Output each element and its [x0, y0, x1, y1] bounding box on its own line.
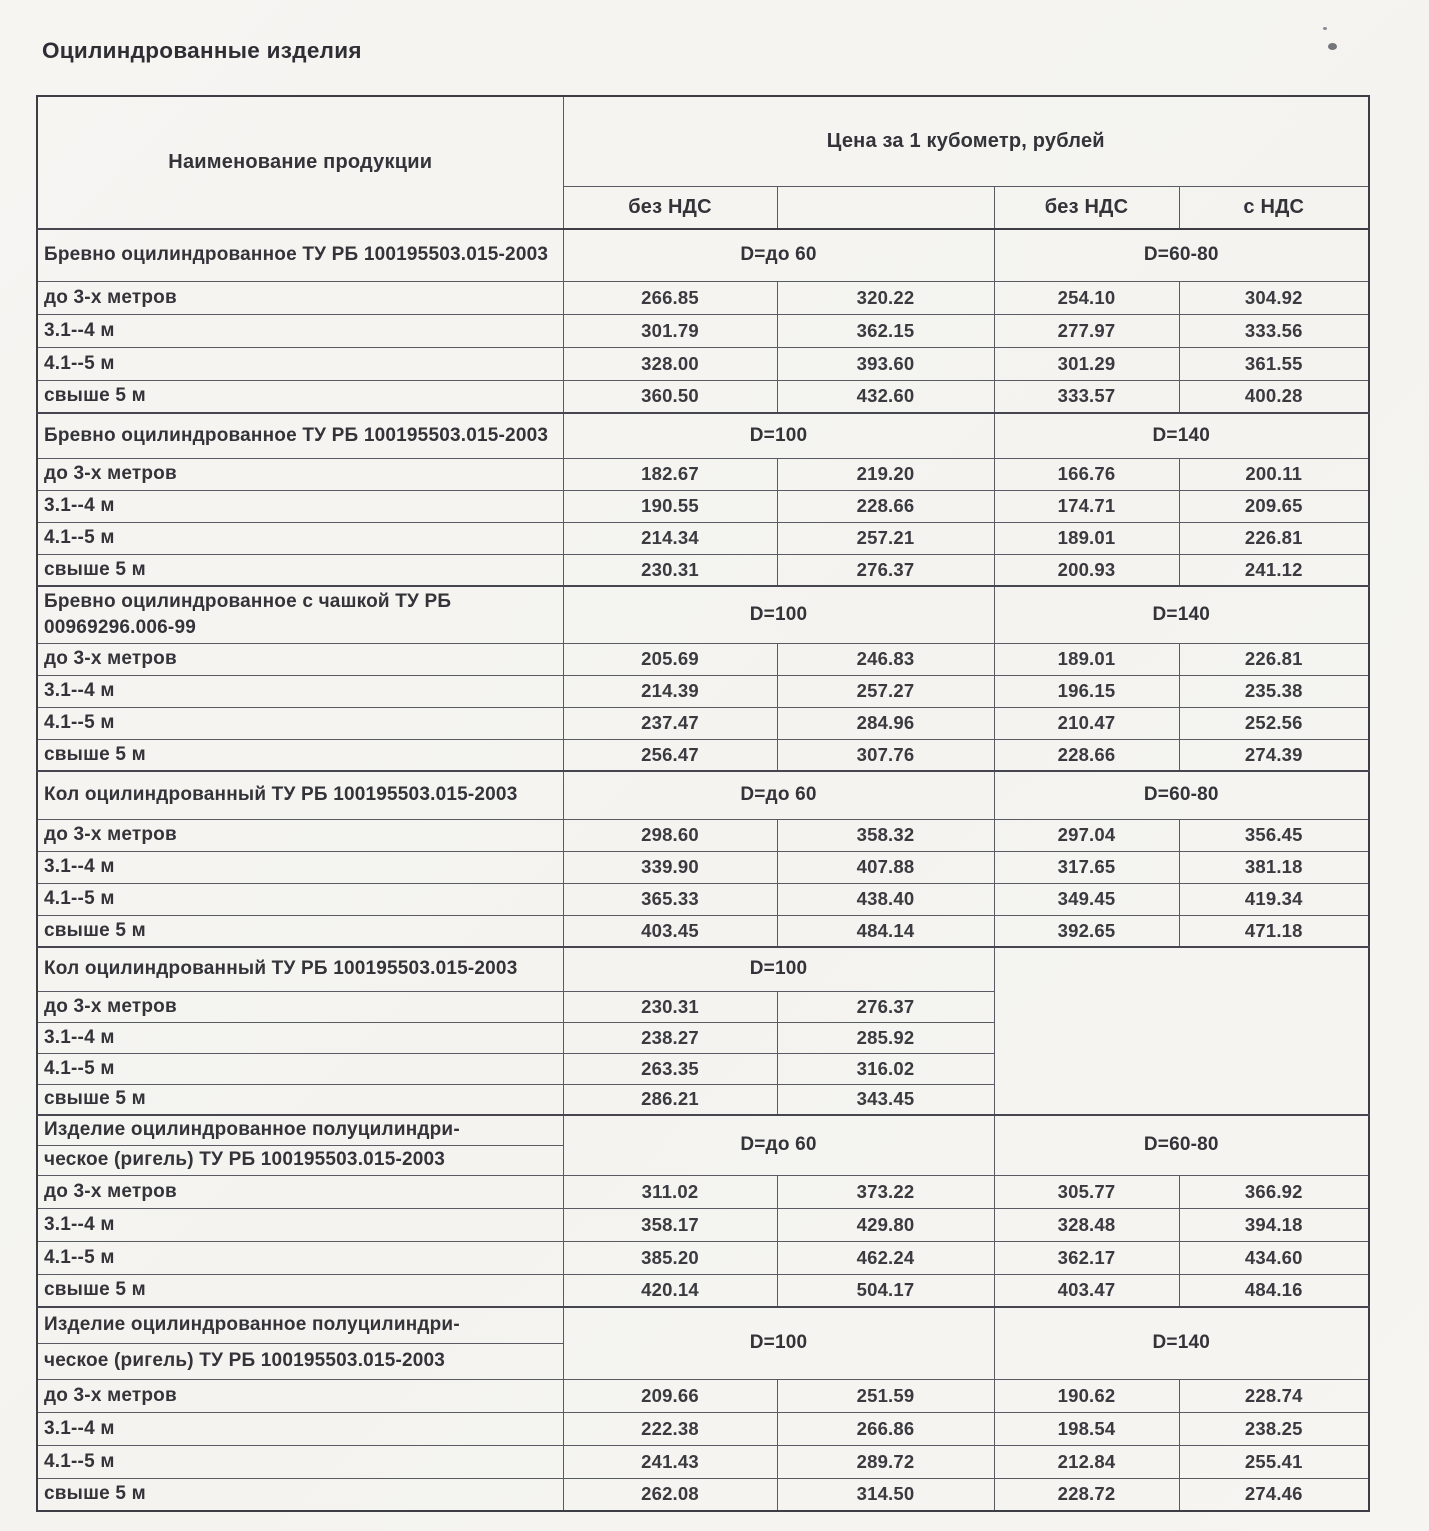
price-value-cell: 504.17 [777, 1274, 994, 1307]
product-name-cell: Бревно оцилиндрованное ТУ РБ 100195503.015-2003 [37, 413, 563, 458]
price-value-cell: 419.34 [1179, 883, 1369, 915]
price-row [37, 522, 1369, 554]
price-value-cell: 298.60 [563, 819, 777, 851]
price-value-cell: 210.47 [994, 707, 1179, 739]
price-row [37, 1412, 1369, 1445]
price-row [37, 883, 1369, 915]
empty-cell [994, 947, 1369, 1115]
length-label-cell: до 3-х метров [37, 458, 563, 490]
price-value-cell: 209.66 [563, 1379, 777, 1412]
subheader-with-vat: с НДС [1179, 186, 1369, 229]
length-label-cell: 3.1--4 м [37, 1208, 563, 1241]
price-value-cell: 190.55 [563, 490, 777, 522]
diameter-header-left: D=до 60 [563, 771, 994, 819]
price-value-cell: 362.15 [777, 314, 994, 347]
length-label-cell: до 3-х метров [37, 1175, 563, 1208]
price-row [37, 490, 1369, 522]
section-header-row [37, 229, 1369, 281]
price-value-cell: 228.66 [994, 739, 1179, 771]
length-label-cell: 4.1--5 м [37, 522, 563, 554]
product-name-cell: Кол оцилиндрованный ТУ РБ 100195503.015-2003 [37, 771, 563, 819]
length-label-cell: 4.1--5 м [37, 1241, 563, 1274]
price-row [37, 347, 1369, 380]
page-title: Оцилиндрованные изделия [42, 38, 362, 63]
length-label-cell: 3.1--4 м [37, 490, 563, 522]
price-value-cell: 360.50 [563, 380, 777, 413]
price-value-cell: 214.39 [563, 675, 777, 707]
price-value-cell: 266.86 [777, 1412, 994, 1445]
length-label-cell: до 3-х метров [37, 281, 563, 314]
price-value-cell: 434.60 [1179, 1241, 1369, 1274]
price-value-cell: 284.96 [777, 707, 994, 739]
subheader-without-vat-2: без НДС [994, 186, 1179, 229]
price-value-cell: 256.47 [563, 739, 777, 771]
length-label-cell: 3.1--4 м [37, 314, 563, 347]
price-value-cell: 328.00 [563, 347, 777, 380]
price-value-cell: 286.21 [563, 1084, 777, 1115]
price-value-cell: 276.37 [777, 991, 994, 1022]
price-row [37, 281, 1369, 314]
diameter-header-left: D=100 [563, 413, 994, 458]
product-name-cell-line2: ческое (ригель) ТУ РБ 100195503.015-2003 [37, 1343, 563, 1379]
column-header-price: Цена за 1 кубометр, рублей [563, 96, 1369, 186]
price-value-cell: 200.11 [1179, 458, 1369, 490]
price-value-cell: 252.56 [1179, 707, 1369, 739]
product-name-cell: Кол оцилиндрованный ТУ РБ 100195503.015-2003 [37, 947, 563, 991]
price-value-cell: 222.38 [563, 1412, 777, 1445]
price-value-cell: 392.65 [994, 915, 1179, 947]
price-value-cell: 226.81 [1179, 522, 1369, 554]
price-row [37, 1241, 1369, 1274]
price-value-cell: 320.22 [777, 281, 994, 314]
scan-speck [1323, 27, 1327, 30]
price-value-cell: 297.04 [994, 819, 1179, 851]
price-value-cell: 462.24 [777, 1241, 994, 1274]
price-value-cell: 274.39 [1179, 739, 1369, 771]
price-row [37, 314, 1369, 347]
length-label-cell: свыше 5 м [37, 1478, 563, 1511]
price-value-cell: 307.76 [777, 739, 994, 771]
section-header-row [37, 947, 1369, 991]
price-value-cell: 301.29 [994, 347, 1179, 380]
diameter-header-left: D=100 [563, 586, 994, 643]
price-value-cell: 285.92 [777, 1022, 994, 1053]
price-value-cell: 251.59 [777, 1379, 994, 1412]
price-value-cell: 484.16 [1179, 1274, 1369, 1307]
price-value-cell: 358.17 [563, 1208, 777, 1241]
price-value-cell: 182.67 [563, 458, 777, 490]
product-name-cell: Изделие оцилиндрованное полуцилиндри- [37, 1115, 563, 1145]
price-value-cell: 266.85 [563, 281, 777, 314]
price-value-cell: 196.15 [994, 675, 1179, 707]
price-row [37, 851, 1369, 883]
section-header-row [37, 586, 1369, 643]
price-value-cell: 343.45 [777, 1084, 994, 1115]
diameter-header-right: D=60-80 [994, 771, 1369, 819]
price-value-cell: 255.41 [1179, 1445, 1369, 1478]
price-value-cell: 362.17 [994, 1241, 1179, 1274]
length-label-cell: до 3-х метров [37, 1379, 563, 1412]
price-row [37, 819, 1369, 851]
price-value-cell: 228.66 [777, 490, 994, 522]
price-table-body [37, 96, 1369, 1511]
length-label-cell: до 3-х метров [37, 819, 563, 851]
price-table [36, 95, 1370, 1512]
diameter-header-right: D=140 [994, 413, 1369, 458]
price-value-cell: 349.45 [994, 883, 1179, 915]
price-value-cell: 246.83 [777, 643, 994, 675]
product-name-cell: Изделие оцилиндрованное полуцилиндри- [37, 1307, 563, 1343]
price-row [37, 739, 1369, 771]
diameter-header-left: D=до 60 [563, 1115, 994, 1175]
product-name-cell: Бревно оцилиндрованное ТУ РБ 100195503.015-2003 [37, 229, 563, 281]
price-value-cell: 230.31 [563, 554, 777, 586]
length-label-cell: 4.1--5 м [37, 883, 563, 915]
price-value-cell: 274.46 [1179, 1478, 1369, 1511]
price-row [37, 675, 1369, 707]
diameter-header-right: D=140 [994, 1307, 1369, 1379]
price-value-cell: 328.48 [994, 1208, 1179, 1241]
length-label-cell: 4.1--5 м [37, 1445, 563, 1478]
price-value-cell: 189.01 [994, 643, 1179, 675]
price-value-cell: 235.38 [1179, 675, 1369, 707]
price-value-cell: 254.10 [994, 281, 1179, 314]
price-value-cell: 241.12 [1179, 554, 1369, 586]
diameter-header-left: D=до 60 [563, 229, 994, 281]
price-row [37, 707, 1369, 739]
price-value-cell: 484.14 [777, 915, 994, 947]
price-value-cell: 429.80 [777, 1208, 994, 1241]
price-value-cell: 438.40 [777, 883, 994, 915]
price-value-cell: 432.60 [777, 380, 994, 413]
price-value-cell: 226.81 [1179, 643, 1369, 675]
product-name-cell: Бревно оцилиндрованное с чашкой ТУ РБ 00969296.006-99 [37, 586, 563, 643]
price-row [37, 1274, 1369, 1307]
price-row [37, 380, 1369, 413]
price-value-cell: 385.20 [563, 1241, 777, 1274]
price-value-cell: 205.69 [563, 643, 777, 675]
price-value-cell: 339.90 [563, 851, 777, 883]
length-label-cell: свыше 5 м [37, 554, 563, 586]
price-value-cell: 394.18 [1179, 1208, 1369, 1241]
price-row [37, 1445, 1369, 1478]
price-value-cell: 289.72 [777, 1445, 994, 1478]
table-header-row [37, 96, 1369, 186]
price-value-cell: 305.77 [994, 1175, 1179, 1208]
diameter-header-left: D=100 [563, 947, 994, 991]
price-value-cell: 314.50 [777, 1478, 994, 1511]
price-value-cell: 301.79 [563, 314, 777, 347]
price-value-cell: 317.65 [994, 851, 1179, 883]
diameter-header-right: D=60-80 [994, 229, 1369, 281]
price-value-cell: 212.84 [994, 1445, 1179, 1478]
length-label-cell: свыше 5 м [37, 380, 563, 413]
length-label-cell: 3.1--4 м [37, 675, 563, 707]
price-value-cell: 257.21 [777, 522, 994, 554]
price-value-cell: 257.27 [777, 675, 994, 707]
price-value-cell: 420.14 [563, 1274, 777, 1307]
column-header-product-name: Наименование продукции [37, 96, 563, 229]
price-value-cell: 358.32 [777, 819, 994, 851]
price-value-cell: 365.33 [563, 883, 777, 915]
price-value-cell: 373.22 [777, 1175, 994, 1208]
price-row [37, 643, 1369, 675]
price-value-cell: 219.20 [777, 458, 994, 490]
diameter-header-right: D=60-80 [994, 1115, 1369, 1175]
price-value-cell: 198.54 [994, 1412, 1179, 1445]
price-value-cell: 356.45 [1179, 819, 1369, 851]
section-header-row [37, 1307, 1369, 1343]
price-value-cell: 200.93 [994, 554, 1179, 586]
price-value-cell: 304.92 [1179, 281, 1369, 314]
price-value-cell: 277.97 [994, 314, 1179, 347]
price-row [37, 1379, 1369, 1412]
section-header-row [37, 413, 1369, 458]
length-label-cell: 4.1--5 м [37, 1053, 563, 1084]
section-header-row [37, 771, 1369, 819]
length-label-cell: свыше 5 м [37, 1084, 563, 1115]
price-value-cell: 366.92 [1179, 1175, 1369, 1208]
subheader-without-vat-1: без НДС [563, 186, 777, 229]
price-value-cell: 381.18 [1179, 851, 1369, 883]
price-value-cell: 361.55 [1179, 347, 1369, 380]
length-label-cell: 3.1--4 м [37, 1022, 563, 1053]
length-label-cell: 4.1--5 м [37, 347, 563, 380]
price-value-cell: 262.08 [563, 1478, 777, 1511]
price-value-cell: 263.35 [563, 1053, 777, 1084]
price-value-cell: 238.27 [563, 1022, 777, 1053]
length-label-cell: 3.1--4 м [37, 1412, 563, 1445]
length-label-cell: до 3-х метров [37, 991, 563, 1022]
price-value-cell: 316.02 [777, 1053, 994, 1084]
price-row [37, 1175, 1369, 1208]
price-value-cell: 393.60 [777, 347, 994, 380]
price-value-cell: 237.47 [563, 707, 777, 739]
product-name-cell-line2: ческое (ригель) ТУ РБ 100195503.015-2003 [37, 1145, 563, 1175]
price-value-cell: 403.47 [994, 1274, 1179, 1307]
price-value-cell: 214.34 [563, 522, 777, 554]
length-label-cell: свыше 5 м [37, 915, 563, 947]
price-value-cell: 238.25 [1179, 1412, 1369, 1445]
price-value-cell: 333.56 [1179, 314, 1369, 347]
price-value-cell: 333.57 [994, 380, 1179, 413]
price-row [37, 1208, 1369, 1241]
price-value-cell: 471.18 [1179, 915, 1369, 947]
price-row [37, 915, 1369, 947]
price-value-cell: 228.74 [1179, 1379, 1369, 1412]
price-value-cell: 166.76 [994, 458, 1179, 490]
length-label-cell: 4.1--5 м [37, 707, 563, 739]
diameter-header-right: D=140 [994, 586, 1369, 643]
length-label-cell: до 3-х метров [37, 643, 563, 675]
price-value-cell: 276.37 [777, 554, 994, 586]
price-value-cell: 174.71 [994, 490, 1179, 522]
price-value-cell: 190.62 [994, 1379, 1179, 1412]
price-value-cell: 228.72 [994, 1478, 1179, 1511]
price-value-cell: 403.45 [563, 915, 777, 947]
scan-speck [1328, 43, 1337, 50]
price-value-cell: 230.31 [563, 991, 777, 1022]
length-label-cell: 3.1--4 м [37, 851, 563, 883]
diameter-header-left: D=100 [563, 1307, 994, 1379]
price-row [37, 458, 1369, 490]
price-value-cell: 407.88 [777, 851, 994, 883]
price-row [37, 1478, 1369, 1511]
price-value-cell: 209.65 [1179, 490, 1369, 522]
length-label-cell: свыше 5 м [37, 1274, 563, 1307]
length-label-cell: свыше 5 м [37, 739, 563, 771]
price-value-cell: 189.01 [994, 522, 1179, 554]
price-row [37, 554, 1369, 586]
price-value-cell: 241.43 [563, 1445, 777, 1478]
subheader-blank [777, 186, 994, 229]
price-value-cell: 311.02 [563, 1175, 777, 1208]
price-value-cell: 400.28 [1179, 380, 1369, 413]
section-header-row [37, 1115, 1369, 1145]
